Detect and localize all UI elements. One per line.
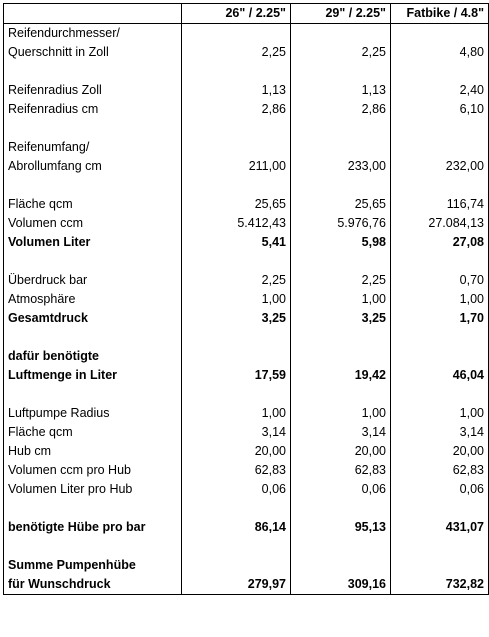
table-row (4, 138, 489, 157)
value-fatbike-cell[interactable]: 1,70 (391, 309, 489, 328)
value-29-inch-cell[interactable]: 95,13 (291, 518, 391, 537)
table-row (4, 309, 489, 328)
row-label-cell[interactable] (4, 176, 182, 195)
row-label-cell[interactable]: Fläche qcm (4, 423, 182, 442)
header-26-inch[interactable]: 26" / 2.25" (182, 4, 291, 24)
value-26-inch-cell[interactable] (182, 537, 291, 556)
value-29-inch-cell[interactable] (291, 24, 391, 44)
value-29-inch-cell[interactable] (291, 499, 391, 518)
value-29-inch-cell[interactable]: 309,16 (291, 575, 391, 595)
table-row (4, 252, 489, 271)
value-26-inch-cell[interactable] (182, 62, 291, 81)
row-label-cell[interactable]: Atmosphäre (4, 290, 182, 309)
header-29-inch[interactable]: 29" / 2.25" (291, 4, 391, 24)
value-fatbike-cell[interactable]: 116,74 (391, 195, 489, 214)
row-label-cell[interactable]: dafür benötigte (4, 347, 182, 366)
value-fatbike-cell[interactable]: 46,04 (391, 366, 489, 385)
table-row (4, 423, 489, 442)
value-29-inch-cell[interactable] (291, 62, 391, 81)
value-26-inch-cell[interactable]: 0,06 (182, 480, 291, 499)
value-26-inch-cell[interactable]: 1,00 (182, 404, 291, 423)
value-26-inch-cell[interactable] (182, 347, 291, 366)
row-label-cell[interactable]: Abrollumfang cm (4, 157, 182, 176)
row-label-cell[interactable]: Überdruck bar (4, 271, 182, 290)
table-row (4, 575, 489, 595)
value-fatbike-cell[interactable]: 6,10 (391, 100, 489, 119)
row-label-cell[interactable]: Summe Pumpenhübe (4, 556, 182, 575)
row-label-cell[interactable]: Luftpumpe Radius (4, 404, 182, 423)
table-row (4, 518, 489, 537)
value-29-inch-cell[interactable]: 233,00 (291, 157, 391, 176)
header-row (4, 4, 489, 24)
table-row (4, 442, 489, 461)
table-row (4, 157, 489, 176)
row-label-cell[interactable]: Querschnitt in Zoll (4, 43, 182, 62)
value-26-inch-cell[interactable]: 20,00 (182, 442, 291, 461)
value-29-inch-cell[interactable]: 2,25 (291, 43, 391, 62)
value-26-inch-cell[interactable] (182, 252, 291, 271)
table-row (4, 43, 489, 62)
table-row (4, 119, 489, 138)
value-26-inch-cell[interactable]: 2,25 (182, 43, 291, 62)
value-29-inch-cell[interactable]: 62,83 (291, 461, 391, 480)
row-label-cell[interactable]: Gesamtdruck (4, 309, 182, 328)
table-row (4, 347, 489, 366)
table-row (4, 556, 489, 575)
value-fatbike-cell[interactable]: 431,07 (391, 518, 489, 537)
value-29-inch-cell[interactable]: 25,65 (291, 195, 391, 214)
value-26-inch-cell[interactable]: 5.412,43 (182, 214, 291, 233)
row-label-cell[interactable]: Volumen ccm (4, 214, 182, 233)
value-fatbike-cell[interactable]: 732,82 (391, 575, 489, 595)
value-fatbike-cell[interactable]: 0,06 (391, 480, 489, 499)
value-26-inch-cell[interactable] (182, 24, 291, 44)
value-26-inch-cell[interactable]: 211,00 (182, 157, 291, 176)
value-26-inch-cell[interactable] (182, 138, 291, 157)
value-26-inch-cell[interactable] (182, 556, 291, 575)
table-row (4, 81, 489, 100)
value-fatbike-cell[interactable]: 4,80 (391, 43, 489, 62)
table-row (4, 537, 489, 556)
row-label-cell[interactable]: Volumen ccm pro Hub (4, 461, 182, 480)
value-26-inch-cell[interactable]: 5,41 (182, 233, 291, 252)
value-fatbike-cell[interactable] (391, 347, 489, 366)
row-label-cell[interactable]: für Wunschdruck (4, 575, 182, 595)
value-fatbike-cell[interactable] (391, 499, 489, 518)
row-label-cell[interactable] (4, 385, 182, 404)
table-row (4, 328, 489, 347)
value-29-inch-cell[interactable]: 19,42 (291, 366, 391, 385)
value-26-inch-cell[interactable]: 25,65 (182, 195, 291, 214)
value-29-inch-cell[interactable] (291, 138, 391, 157)
value-fatbike-cell[interactable]: 62,83 (391, 461, 489, 480)
row-label-cell[interactable] (4, 328, 182, 347)
value-29-inch-cell[interactable]: 3,25 (291, 309, 391, 328)
value-fatbike-cell[interactable] (391, 328, 489, 347)
value-fatbike-cell[interactable] (391, 385, 489, 404)
value-29-inch-cell[interactable] (291, 119, 391, 138)
value-fatbike-cell[interactable] (391, 176, 489, 195)
value-26-inch-cell[interactable] (182, 119, 291, 138)
row-label-cell[interactable]: Reifenradius cm (4, 100, 182, 119)
row-label-cell[interactable]: Hub cm (4, 442, 182, 461)
value-29-inch-cell[interactable]: 2,86 (291, 100, 391, 119)
table-row (4, 176, 489, 195)
table-row (4, 24, 489, 44)
row-label-cell[interactable]: Reifenradius Zoll (4, 81, 182, 100)
table-row (4, 366, 489, 385)
value-fatbike-cell[interactable]: 232,00 (391, 157, 489, 176)
value-29-inch-cell[interactable]: 0,06 (291, 480, 391, 499)
table-row (4, 195, 489, 214)
value-fatbike-cell[interactable] (391, 119, 489, 138)
row-label-cell[interactable] (4, 62, 182, 81)
value-26-inch-cell[interactable]: 1,13 (182, 81, 291, 100)
value-29-inch-cell[interactable]: 5,98 (291, 233, 391, 252)
table-row (4, 271, 489, 290)
value-29-inch-cell[interactable] (291, 537, 391, 556)
row-label-cell[interactable] (4, 252, 182, 271)
value-26-inch-cell[interactable]: 17,59 (182, 366, 291, 385)
row-label-cell[interactable] (4, 499, 182, 518)
row-label-cell[interactable]: benötigte Hübe pro bar (4, 518, 182, 537)
value-29-inch-cell[interactable]: 3,14 (291, 423, 391, 442)
value-fatbike-cell[interactable] (391, 556, 489, 575)
value-29-inch-cell[interactable] (291, 385, 391, 404)
value-fatbike-cell[interactable] (391, 62, 489, 81)
value-26-inch-cell[interactable]: 3,14 (182, 423, 291, 442)
value-26-inch-cell[interactable]: 3,25 (182, 309, 291, 328)
value-fatbike-cell[interactable] (391, 24, 489, 44)
value-fatbike-cell[interactable]: 1,00 (391, 290, 489, 309)
row-label-cell[interactable] (4, 119, 182, 138)
header-fatbike[interactable]: Fatbike / 4.8" (391, 4, 489, 24)
value-fatbike-cell[interactable]: 27.084,13 (391, 214, 489, 233)
value-fatbike-cell[interactable]: 1,00 (391, 404, 489, 423)
value-26-inch-cell[interactable]: 279,97 (182, 575, 291, 595)
value-26-inch-cell[interactable] (182, 499, 291, 518)
table-row (4, 385, 489, 404)
value-29-inch-cell[interactable] (291, 556, 391, 575)
table-row (4, 404, 489, 423)
table-row (4, 62, 489, 81)
value-fatbike-cell[interactable]: 2,40 (391, 81, 489, 100)
value-26-inch-cell[interactable]: 2,25 (182, 271, 291, 290)
value-fatbike-cell[interactable]: 27,08 (391, 233, 489, 252)
table-row (4, 233, 489, 252)
header-corner-cell[interactable] (4, 4, 182, 24)
table-row (4, 461, 489, 480)
value-fatbike-cell[interactable] (391, 252, 489, 271)
value-29-inch-cell[interactable] (291, 328, 391, 347)
value-26-inch-cell[interactable]: 1,00 (182, 290, 291, 309)
value-29-inch-cell[interactable] (291, 252, 391, 271)
value-29-inch-cell[interactable] (291, 347, 391, 366)
value-29-inch-cell[interactable]: 1,00 (291, 404, 391, 423)
value-26-inch-cell[interactable]: 86,14 (182, 518, 291, 537)
row-label-cell[interactable]: Volumen Liter (4, 233, 182, 252)
value-29-inch-cell[interactable]: 5.976,76 (291, 214, 391, 233)
value-26-inch-cell[interactable] (182, 385, 291, 404)
value-29-inch-cell[interactable]: 20,00 (291, 442, 391, 461)
row-label-cell[interactable]: Reifenumfang/ (4, 138, 182, 157)
row-label-cell[interactable] (4, 537, 182, 556)
value-26-inch-cell[interactable] (182, 176, 291, 195)
table-row (4, 480, 489, 499)
value-fatbike-cell[interactable] (391, 138, 489, 157)
value-29-inch-cell[interactable]: 2,25 (291, 271, 391, 290)
value-26-inch-cell[interactable] (182, 328, 291, 347)
table-row (4, 499, 489, 518)
value-fatbike-cell[interactable]: 0,70 (391, 271, 489, 290)
value-fatbike-cell[interactable] (391, 537, 489, 556)
value-29-inch-cell[interactable] (291, 176, 391, 195)
value-fatbike-cell[interactable]: 3,14 (391, 423, 489, 442)
tire-pump-table (3, 3, 489, 595)
row-label-cell[interactable]: Fläche qcm (4, 195, 182, 214)
row-label-cell[interactable]: Luftmenge in Liter (4, 366, 182, 385)
value-29-inch-cell[interactable]: 1,00 (291, 290, 391, 309)
value-26-inch-cell[interactable]: 62,83 (182, 461, 291, 480)
value-fatbike-cell[interactable]: 20,00 (391, 442, 489, 461)
row-label-cell[interactable]: Volumen Liter pro Hub (4, 480, 182, 499)
table-row (4, 290, 489, 309)
value-29-inch-cell[interactable]: 1,13 (291, 81, 391, 100)
table-row (4, 100, 489, 119)
row-label-cell[interactable]: Reifendurchmesser/ (4, 24, 182, 44)
value-26-inch-cell[interactable]: 2,86 (182, 100, 291, 119)
table-row (4, 214, 489, 233)
